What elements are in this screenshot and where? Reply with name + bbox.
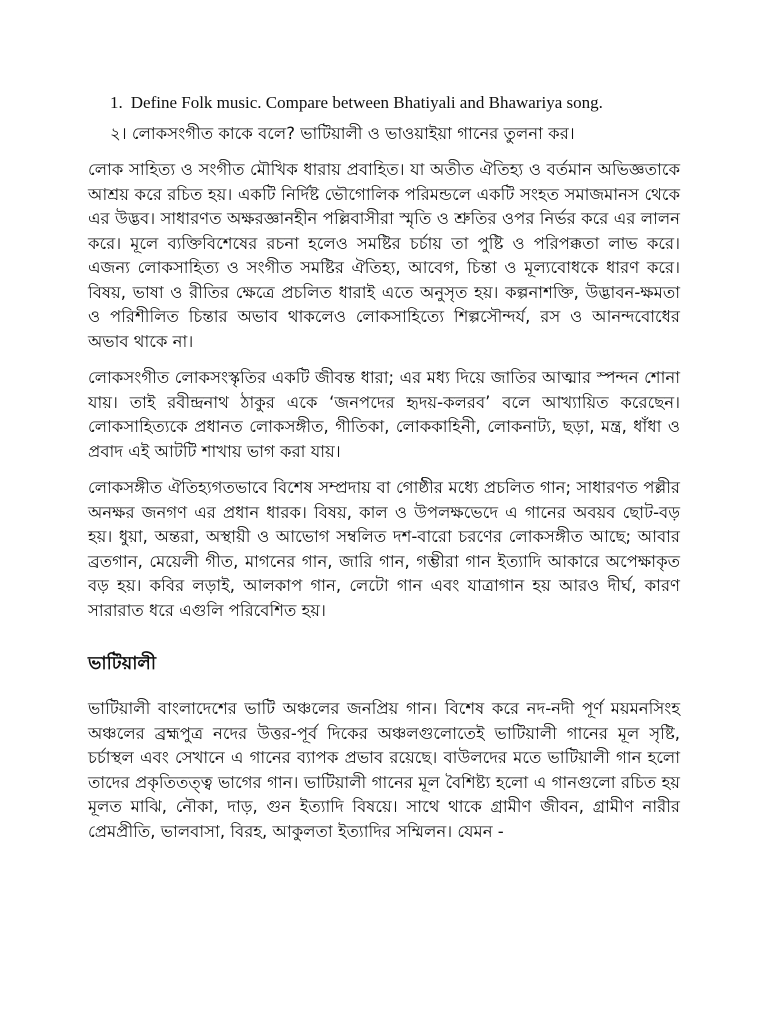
question-english xyxy=(110,92,680,114)
question-bangla: ২। লোকসংগীত কাকে বলে? ভাটিয়ালী ও ভাওয়াইয়া গানের তুলনা কর। xyxy=(110,124,575,143)
paragraph-folk-literature: লোক সাহিত্য ও সংগীত মৌখিক ধারায় প্রবাহিত। যা অতীত ঐতিহ্য ও বর্তমান অভিজ্ঞতাকে আশ্রয় করে রচিত হয়। একটি নির্দিষ্ট ভৌগোলিক পরিমন্ডলে একটি সংহত সমাজমানস থেকে এর উদ্ভব। সাধারণত অক্ষরজ্ঞানহীন পল্লিবাসীরা স্মৃতি ও শ্রুতির ওপর নির্ভর করে এর লালন করে। মূলে ব্যক্তিবিশেষের রচনা হলেও সমষ্টির চর্চায় তা পুষ্টি ও পরিপক্কতা লাভ করে। এজন্য লোকসাহিত্য ও সংগীত সমষ্টির ঐতিহ্য, আবেগ, চিন্তা ও মূল্যবোধকে ধারণ করে। বিষয়, ভাষা ও রীতির ক্ষেত্রে প্রচলিত ধারাই এতে অনুসৃত হয়। কল্পনাশক্তি, উদ্ভাবন-ক্ষমতা ও পরিশীলিত চিন্তার অভাব থাকলেও লোকসাহিত্যে শিল্পসৌন্দর্য, রস ও আনন্দবোধের অভাব থাকে না। xyxy=(88,160,680,351)
question-english-text: Define Folk music. Compare between Bhatiyali and Bhawariya song. xyxy=(130,93,603,112)
question-number: 1. xyxy=(110,93,123,112)
section-heading-bhatiyali: ভাটিয়ালী xyxy=(88,653,156,674)
paragraph-folk-song-forms: লোকসঙ্গীত ঐতিহ্যগতভাবে বিশেষ সম্প্রদায় বা গোষ্ঠীর মধ্যে প্রচলিত গান; সাধারণত পল্লীর অনক্ষর জনগণ এর প্রধান ধারক। বিষয়, কাল ও উপলক্ষভেদে এ গানের অবয়ব ছোট-বড় হয়। ধুয়া, অন্তরা, অস্থায়ী ও আভোগ সম্বলিত দশ-বারো চরণের লোকসঙ্গীত আছে; আবার ব্রতগান, মেয়েলী গীত, মাগনের গান, জারি গান, গম্ভীরা গান ইত্যাদি আকারে অপেক্ষাকৃত বড় হয়। কবির লড়াই, আলকাপ গান, লেটো গান এবং যাত্রাগান হয় আরও দীর্ঘ, কারণ সারারাত ধরে এগুলি পরিবেশিত হয়। xyxy=(88,478,680,620)
paragraph-bhatiyali: ভাটিয়ালী বাংলাদেশের ভাটি অঞ্চলের জনপ্রিয় গান। বিশেষ করে নদ-নদী পূর্ণ ময়মনসিংহ অঞ্চলের ব্রহ্মপুত্র নদের উত্তর-পূর্ব দিকের অঞ্চলগুলোতেই ভাটিয়ালী গানের মূল সৃষ্টি, চর্চাস্থল এবং সেখানে এ গানের ব্যাপক প্রভাব রয়েছে। বাউলদের মতে ভাটিয়ালী গান হলো তাদের প্রকৃতিতত্ত্ব ভাগের গান। ভাটিয়ালী গানের মূল বৈশিষ্ট্য হলো এ গানগুলো রচিত হয় মূলত মাঝি, নৌকা, দাড়, গুন ইত্যাদি বিষয়ে। সাথে থাকে গ্রামীণ জীবন, গ্রামীণ নারীর প্রেমপ্রীতি, ভালবাসা, বিরহ, আকুলতা ইত্যাদির সম্মিলন। যেমন - xyxy=(88,699,680,841)
paragraph-folk-music: লোকসংগীত লোকসংস্কৃতির একটি জীবন্ত ধারা; এর মধ্য দিয়ে জাতির আত্মার স্পন্দন শোনা যায়। তাই রবীন্দ্রনাথ ঠাকুর একে ‘জনপদের হৃদয়-কলরব’ বলে আখ্যায়িত করেছেন। লোকসাহিত্যকে প্রধানত লোকসঙ্গীত, গীতিকা, লোককাহিনী, লোকনাট্য, ছড়া, মন্ত্র, ধাঁধা ও প্রবাদ এই আটটি শাখায় ভাগ করা যায়। xyxy=(88,368,680,461)
